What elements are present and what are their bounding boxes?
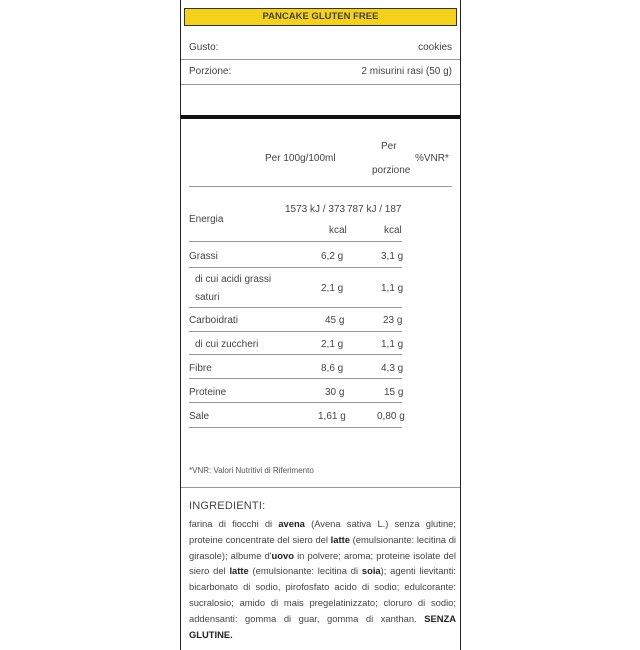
sugars-portion: 1,1 g xyxy=(381,339,404,350)
salt-per100: 1,61 g xyxy=(318,411,346,422)
row-label-salt: Sale xyxy=(189,411,210,422)
allergen-oat: avena xyxy=(278,518,305,529)
flavor-value: cookies xyxy=(418,42,452,53)
ingredients-part: (emulsionante: lecitina di xyxy=(248,565,362,577)
row-divider xyxy=(189,331,402,332)
row-label-energy: Energia xyxy=(189,214,224,225)
row-label-fat: Grassi xyxy=(189,251,218,262)
allergen-milk: latte xyxy=(229,565,249,577)
product-banner: PANCAKE GLUTEN FREE xyxy=(184,8,457,26)
ingredients-text xyxy=(189,516,456,642)
row-label-sugars: di cui zuccheri xyxy=(195,339,259,350)
header-per-portion-1: Per xyxy=(381,141,397,152)
energy-portion-2: kcal xyxy=(384,225,402,236)
ingredients-part: (emulsionante: lecitina di girasole); albume d' xyxy=(189,533,456,561)
row-divider xyxy=(189,307,402,308)
energy-per100-1: 1573 kJ / 373 xyxy=(285,204,346,215)
gluten-free-claim: SENZA GLUTINE. xyxy=(189,612,456,640)
fat-per100: 6,2 g xyxy=(321,251,344,262)
energy-per100-2: kcal xyxy=(329,225,347,236)
divider xyxy=(181,59,460,60)
protein-per100: 30 g xyxy=(325,387,345,398)
table-divider xyxy=(189,186,452,187)
portion-label: Porzione: xyxy=(189,66,232,77)
fibre-portion: 4,3 g xyxy=(381,363,404,374)
row-divider xyxy=(189,402,402,403)
sugars-per100: 2,1 g xyxy=(321,339,344,350)
fibre-per100: 8,6 g xyxy=(321,363,344,374)
carbs-portion: 23 g xyxy=(383,315,403,326)
ingredients-part: ); agenti lievitanti: bicarbonato di sodio, pirofosfato acido di sodio; edulcorante: sucralosio; amido di mais pregelatinizzato; cloruro di sodio; addensanti: gomma di guar, gomma di xanthan. xyxy=(189,565,456,624)
protein-portion: 15 g xyxy=(384,387,404,398)
portion-value: 2 misurini rasi (50 g) xyxy=(361,66,452,77)
info-row-portion xyxy=(189,66,452,78)
row-label-saturated-2: saturi xyxy=(195,292,220,303)
allergen-egg: uovo xyxy=(271,549,294,561)
nutrition-label xyxy=(180,0,461,650)
header-vnr: %VNR* xyxy=(415,153,449,164)
energy-portion-1: 787 kJ / 187 xyxy=(347,204,402,215)
ingredients-part: in polvere; aroma; proteine isolate del siero del xyxy=(189,549,456,577)
row-divider xyxy=(189,354,402,355)
footnote: *VNR: Valori Nutritivi di Riferimento xyxy=(189,466,314,475)
thick-divider xyxy=(181,115,460,119)
ingredients-part: (Avena sativa L.) senza glutine; proteine concentrate del siero del xyxy=(189,518,456,545)
row-label-protein: Proteine xyxy=(189,387,227,398)
saturated-portion: 1,1 g xyxy=(381,283,404,294)
flavor-label: Gusto: xyxy=(189,42,219,53)
divider xyxy=(181,487,460,488)
fat-portion: 3,1 g xyxy=(381,251,404,262)
salt-portion: 0,80 g xyxy=(377,411,405,422)
carbs-per100: 45 g xyxy=(325,315,345,326)
row-divider xyxy=(189,378,402,379)
row-divider xyxy=(189,241,402,242)
row-divider xyxy=(189,427,402,428)
allergen-milk: latte xyxy=(330,533,350,545)
saturated-per100: 2,1 g xyxy=(321,283,344,294)
row-label-saturated-1: di cui acidi grassi xyxy=(195,274,272,285)
row-divider xyxy=(189,267,402,268)
row-label-fibre: Fibre xyxy=(189,363,212,374)
info-row-flavor xyxy=(189,42,452,54)
divider xyxy=(181,84,460,85)
allergen-soy: soia xyxy=(361,565,381,577)
ingredients-part: farina di fiocchi di xyxy=(189,518,279,529)
header-per100: Per 100g/100ml xyxy=(265,153,336,164)
ingredients-title: INGREDIENTI: xyxy=(189,500,266,512)
header-per-portion-2: porzione xyxy=(372,165,411,176)
row-label-carbs: Carboidrati xyxy=(189,315,238,326)
